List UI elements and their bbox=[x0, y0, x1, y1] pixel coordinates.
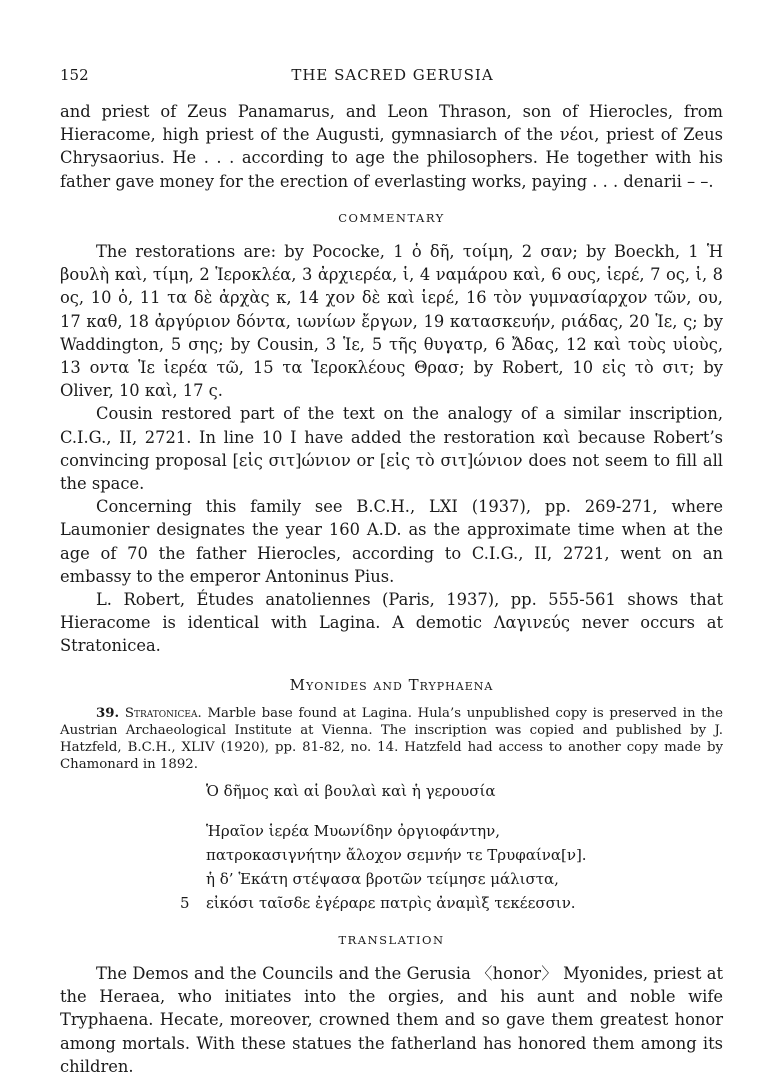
main-text bbox=[60, 100, 723, 1078]
line-text: εἰκόσι ταῖσδε ἐγέραρε πατρὶς ἀναμὶξ τεκέεσσιν. bbox=[206, 893, 576, 912]
running-title: THE SACRED GERUSIA bbox=[291, 66, 494, 84]
inscription-line bbox=[206, 867, 723, 891]
line-text: ἡ δ’ Ἑκάτη στέψασα βροτῶν τείμησε μάλιστα, bbox=[206, 869, 559, 888]
line-text: Ἡραῖον ἱερέα Μυωνίδην ὀργιοφάντην, bbox=[206, 821, 501, 840]
inscription-line bbox=[206, 843, 723, 867]
entry-text: Marble base found at Lagina. Hula’s unpublished copy is preserved in the Austrian Archaeological Institute at Vienna. The inscription was copied and published by J. Hatzfeld, B.C.H., XLIV (1920), pp. 81-82, no. 14. Hatzfeld had access to another copy made by Chamonard in 1892. bbox=[60, 705, 723, 772]
greek-inscription bbox=[180, 779, 723, 915]
intro-paragraph: and priest of Zeus Panamarus, and Leon Thrason, son of Hierocles, from Hieracome, high priest of the Augusti, gymnasiarch of the νέοι, priest of Zeus Chrysaorius. He . . . according to age the philosophers. He together with his father gave money for the erection of everlasting works, paying . . . denarii – –. bbox=[60, 102, 723, 191]
commentary-paragraph: L. Robert, Études anatoliennes (Paris, 1937), pp. 555-561 shows that Hieracome is identical with Lagina. A demotic Λαγινεύς never occurs at Stratonicea. bbox=[60, 590, 723, 656]
translation-text: The Demos and the Councils and the Gerusia 〈honor〉 Myonides, priest at the Heraea, who initiates into the orgies, and his aunt and noble wife Tryphaena. Hecate, moreover, crowned them and so gave them greatest honor among mortals. With these statues the fatherland has honored them among its children. bbox=[60, 964, 723, 1076]
page-number: 152 bbox=[60, 66, 89, 84]
running-header bbox=[60, 66, 725, 86]
inscription-line bbox=[180, 891, 723, 915]
commentary-paragraph: Concerning this family see B.C.H., LXI (1937), pp. 269-271, where Laumonier designates the year 160 A.D. as the approximate time when at the age of 70 the father Hierocles, according to C.I.G., II, 2721, went on an embassy to the emperor Antoninus Pius. bbox=[60, 497, 723, 586]
inscription-heading-line: Ὁ δῆμος καὶ αἱ βουλαὶ καὶ ἡ γερουσία bbox=[206, 781, 496, 800]
entry-number: 39. bbox=[96, 705, 120, 721]
commentary-heading: COMMENTARY bbox=[338, 210, 445, 225]
commentary-paragraph: Cousin restored part of the text on the analogy of a similar inscription, C.I.G., II, 2721. In line 10 I have added the restoration καὶ because Robert’s convincing proposal [εἰς σιτ]ώνιον or [εἰς τὸ σιτ]ώνιον does not seem to fill all the space. bbox=[60, 404, 723, 494]
section-title: Myonides and Tryphaena bbox=[289, 675, 494, 694]
commentary-paragraph: The restorations are: by Pococke, 1 ὁ δῆ, τοίμη, 2 σαν; by Boeckh, 1 Ἡ βουλὴ καὶ, τίμη, 2 Ἱεροκλέα, 3 ἀρχιερέα, ἱ, 4 ναμάρου καὶ, 6 ους, ἱερέ, 7 ος, ἱ, 8 ος, 10 ὁ, 11 τα δὲ ἀρχὰς κ, 14 χον δὲ καὶ ἱερέ, 16 τὸν γυμνασίαρχον τῶν, ου, 17 καθ, 18 ἀργύριον δόντα, ιωνίων ἔργων, 19 κατασκευήν, ριάδας, 20 Ἱε, ς; by Waddington, 5 σης; by Cousin, 3 Ἱε, 5 τῆς θυγατρ, 6 Ἄδας, 12 καὶ τοὺς υἱοὺς, 13 οντα Ἱε ἱερέα τῶ, 15 τα Ἱεροκλέους Θρασ; by Robert, 10 εἰς τὸ σιτ; by Oliver, 10 καὶ, 17 ς. bbox=[60, 242, 723, 401]
line-text: πατροκασιγνήτην ἄλοχον σεμνήν τε Τρυφαίνα[ν]. bbox=[206, 845, 587, 864]
line-number: 5 bbox=[180, 893, 190, 912]
inscription-line bbox=[206, 819, 723, 843]
entry-place: Stratonicea. bbox=[124, 705, 202, 721]
entry-description bbox=[60, 705, 723, 773]
translation-heading: TRANSLATION bbox=[338, 932, 445, 947]
